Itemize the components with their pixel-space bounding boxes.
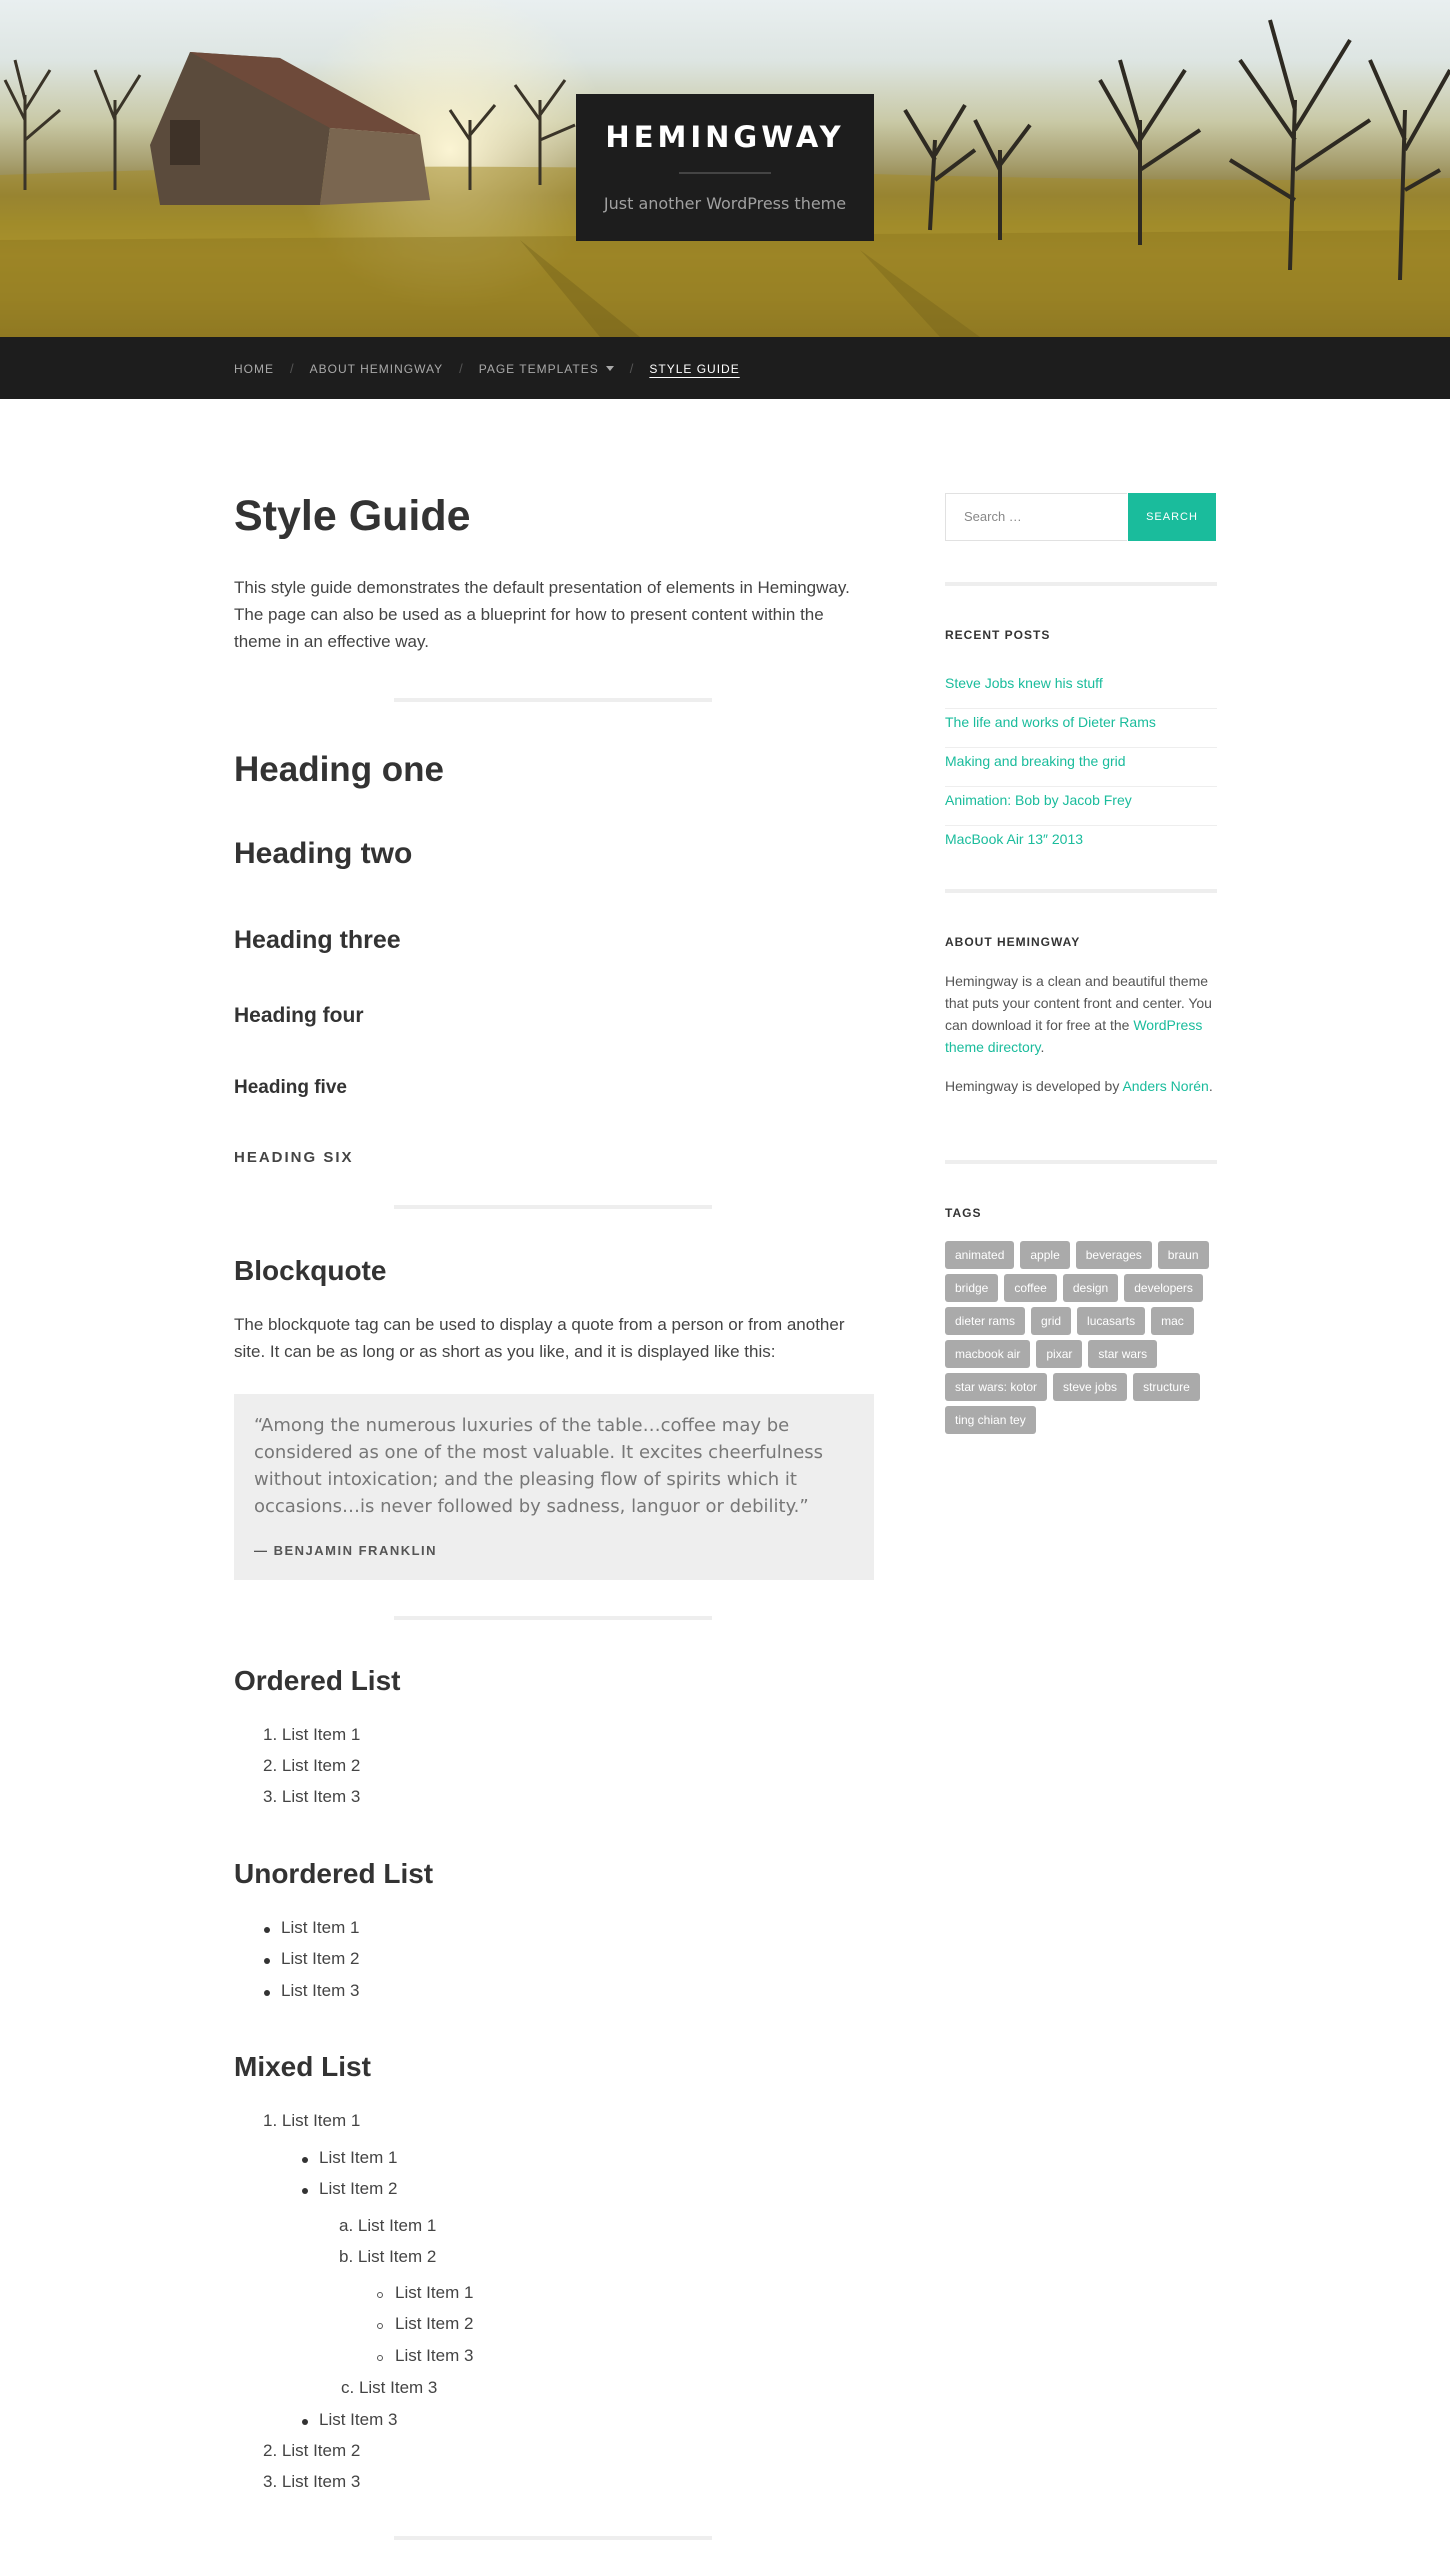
tag[interactable]: developers [1124,1274,1203,1302]
about-developer-text: Hemingway is developed by [945,1078,1123,1094]
blockquote-quote: “Among the numerous luxuries of the table…coffee may be considered as one of the most valuable. It excites cheerfulness without intoxication; and the pleasing flow of spirits which it occasions…is never followed by sadness, languor or debility.” [254,1415,824,1517]
about-paragraph [945,970,1217,1058]
tag[interactable]: ting chian tey [945,1406,1036,1434]
tag[interactable]: braun [1158,1241,1209,1269]
bullet-icon [302,2188,308,2194]
blockquote [234,1394,874,1580]
tag[interactable]: star wars: kotor [945,1373,1047,1401]
caret-down-icon [606,366,614,371]
content-divider [394,1205,712,1209]
list-item: 1. List Item 1 [263,1725,361,1744]
list-item: List Item 3 [319,2410,398,2429]
site-branding [576,94,874,241]
tag[interactable]: design [1063,1274,1118,1302]
about-title: ABOUT HEMINGWAY [945,935,1081,949]
recent-post-link[interactable]: MacBook Air 13″ 2013 [945,831,1084,847]
site-description: Just another WordPress theme [603,194,847,213]
list-item: List Item 1 [281,1918,360,1937]
tag[interactable]: lucasarts [1077,1307,1145,1335]
recent-post-link[interactable]: Animation: Bob by Jacob Frey [945,787,1217,826]
content-divider [394,2536,712,2540]
recent-post-link[interactable]: The life and works of Dieter Rams [945,709,1217,748]
nav-separator: / [629,361,634,376]
ordered-list-title: Ordered List [234,1665,401,1696]
list-item: c. List Item 3 [341,2378,438,2397]
intro-paragraph: This style guide demonstrates the default presentation of elements in Hemingway. The page can also be used as a blueprint for how to present content within the theme in an effective way. [234,578,850,651]
tag[interactable]: macbook air [945,1340,1030,1368]
nav-separator: / [290,361,294,376]
widget-divider [945,1160,1217,1164]
tag[interactable]: star wars [1088,1340,1157,1368]
about-developer-paragraph [945,1075,1217,1097]
list-item: 2. List Item 2 [263,2441,361,2460]
heading-one: Heading one [234,750,445,789]
search-button[interactable]: SEARCH [1128,493,1216,541]
tags-title: TAGS [945,1206,982,1220]
about-text: Hemingway is a clean and beautiful theme that puts your content front and center. You can download it for free at the [945,973,1212,1033]
tag[interactable]: pixar [1036,1340,1082,1368]
site-title[interactable]: HEMINGWAY [605,120,845,154]
main-navigation [0,337,1450,399]
page-title: Style Guide [234,492,471,540]
heading-six: HEADING SIX [234,1149,354,1166]
about-developer-end: . [1208,1078,1213,1094]
list-item: 3. List Item 3 [263,2472,361,2491]
title-separator [679,172,771,174]
list-item: List Item 2 [281,1949,360,1968]
unordered-list-title: Unordered List [234,1858,434,1889]
blockquote-intro: The blockquote tag can be used to display a quote from a person or from another site. It can be as long or as short as you like, and it is displayed like this: [234,1315,845,1361]
list-item: a. List Item 1 [339,2216,437,2235]
nav-item-home[interactable]: HOME [234,361,274,376]
tag[interactable]: animated [945,1241,1014,1269]
list-item: List Item 3 [281,1981,360,2000]
recent-post-link[interactable]: Steve Jobs knew his stuff [945,670,1217,709]
content-divider [394,1616,712,1620]
tag[interactable]: grid [1031,1307,1071,1335]
tag[interactable]: coffee [1004,1274,1056,1302]
heading-two: Heading two [234,837,413,870]
nav-item-label: PAGE TEMPLATES [478,361,599,376]
blockquote-cite: — BENJAMIN FRANKLIN [254,1543,438,1558]
nav-item-about-hemingway[interactable]: ABOUT HEMINGWAY [309,361,444,376]
list-item: 1. List Item 1 [263,2111,361,2130]
header-banner [0,0,1450,337]
widget-divider [945,889,1217,893]
author-link[interactable]: Anders Norén [1122,1078,1209,1094]
content-divider [394,698,712,702]
theme-directory-link[interactable]: WordPress theme directory [945,1017,1203,1055]
nav-separator: / [459,361,463,376]
bullet-icon [302,2157,308,2163]
tag[interactable]: apple [1020,1241,1069,1269]
tag[interactable]: dieter rams [945,1307,1025,1335]
list-item: List Item 2 [319,2179,398,2198]
tag[interactable]: beverages [1076,1241,1152,1269]
heading-three: Heading three [234,926,401,954]
list-item: b. List Item 2 [339,2247,437,2266]
list-item: List Item 2 [395,2314,474,2333]
tag[interactable]: bridge [945,1274,998,1302]
circle-bullet-icon [377,2323,383,2329]
about-text-end: . [1040,1039,1045,1055]
circle-bullet-icon [377,2292,383,2298]
heading-five: Heading five [234,1077,347,1098]
list-item: 2. List Item 2 [263,1756,361,1775]
bullet-icon [264,1927,270,1933]
widget-divider [945,582,1217,586]
list-item: List Item 1 [319,2148,398,2167]
mixed-list-title: Mixed List [234,2051,371,2082]
list-item: 3. List Item 3 [263,1787,361,1806]
main-content [234,490,874,2491]
search-input[interactable]: Search … [945,493,1127,541]
tag[interactable]: steve jobs [1053,1373,1127,1401]
nav-item-style-guide[interactable]: STYLE GUIDE [649,361,740,376]
heading-four: Heading four [234,1004,364,1027]
list-item: List Item 3 [395,2346,474,2365]
tag[interactable]: mac [1151,1307,1194,1335]
bullet-icon [264,1990,270,1996]
tag[interactable]: structure [1133,1373,1200,1401]
tag-cloud [945,1241,1217,1439]
bullet-icon [302,2419,308,2425]
recent-post-link[interactable]: Making and breaking the grid [945,748,1217,787]
nav-item-page-templates[interactable] [479,362,614,376]
list-item: List Item 1 [395,2283,474,2302]
circle-bullet-icon [377,2355,383,2361]
recent-posts-title: RECENT POSTS [945,628,1051,642]
bullet-icon [264,1958,270,1964]
blockquote-title: Blockquote [234,1255,387,1286]
